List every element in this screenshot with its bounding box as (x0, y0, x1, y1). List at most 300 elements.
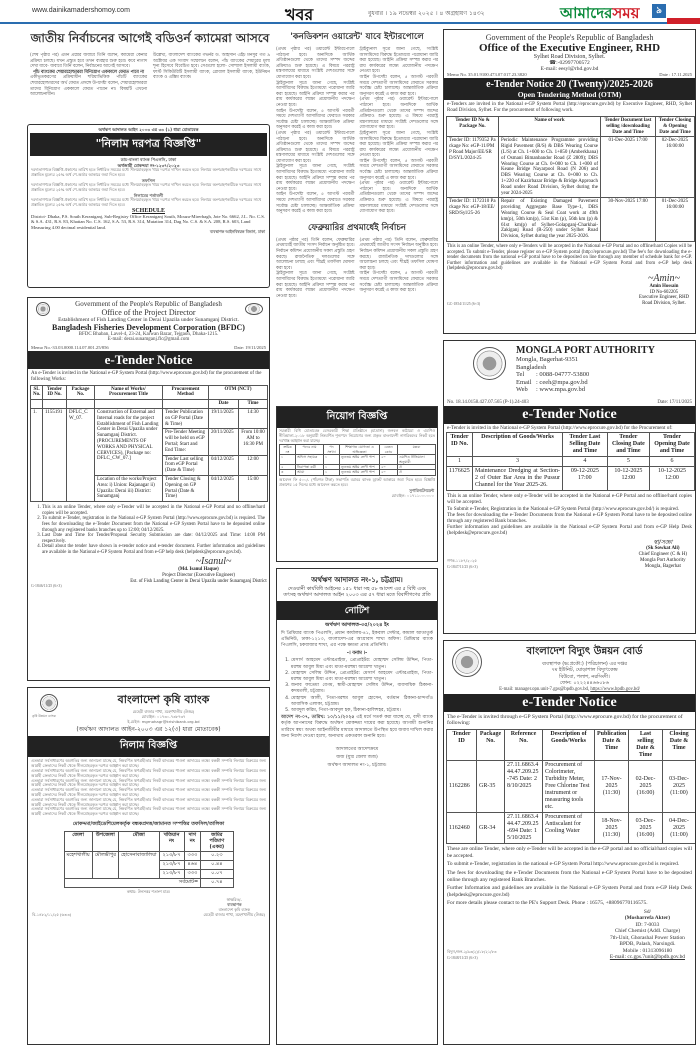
article-text: আইন উপদেষ্টা বলেন, ৫ আগস্ট পরবর্তী সময়ে দেশত্যাগী আসামিদের ফেরাতে সরকার সর্বোচ্চ চেষ্টা চালাচ্ছে। আন্তর্জাতিক প্রক্রিয়া অনুসরণ করেই এ কাজ করা হবে। (359, 74, 438, 97)
cell-date: 04/12/2025 (209, 455, 239, 475)
case-number: অর্থজারী মোকদ্দমা নং-১২৩৭/২০২৩ (117, 162, 180, 168)
note-item: 3. Last Date and Time for Tender/Proposal Security Submission are date: 04/12/2025 and Time: 14:00 PM respectively. (42, 533, 265, 544)
email-label: Email (516, 378, 532, 386)
address: BFDC Bhaban, Lavel-4, 23-24, Karwan Bazar, Tejgaon, Dhaka-1215. (78, 332, 219, 337)
bank-name: ডাচ-বাংলা ব্যাংক পিএলসি, ঢাকা (120, 157, 177, 163)
signer-phone: মোবাইল: ০১৭১১০০০০০০ (391, 493, 434, 499)
footer-text: These are online Tender, where only e-Tender will be accepted in the e-GP portal and no official/hard copies will be accepted. (447, 846, 692, 859)
notice-title: e-Tender Notice 20 (Twenty)/2025-2026 (486, 79, 653, 90)
cell: ন্যূনতম অষ্টম শ্রেণী পাশ (340, 470, 380, 475)
footer-text: To submit e-Tender, registration in the national e-GP System Portal http://www.eprocure.gov.bd is required. (447, 861, 680, 868)
website-url[interactable]: www.dainikamadershomoy.com (32, 7, 130, 14)
signer-title: Chief Engineer (C & H) (638, 551, 687, 557)
ad-code: G-1848/11/25 (6×3) (447, 955, 478, 960)
signature-image: ~Amin~ (648, 272, 680, 284)
article-text: আইন উপদেষ্টা বলেন, ৫ আগস্ট পরবর্তী সময়ে দেশত্যাগী আসামিদের ফেরাতে সরকার সর্বোচ্চ চেষ্টা চালাচ্ছে। আন্তর্জাতিক প্রক্রিয়া অনুসরণ করেই এ কাজ করা হবে। (276, 108, 355, 131)
phone: ☎:-02997700572 (549, 60, 590, 66)
cell-event: Tender Publication on GP Portal (Date & Time) (163, 408, 209, 428)
table-row (280, 455, 436, 465)
cell: ২০ (380, 465, 398, 470)
org-name: MONGLA PORT AUTHORITY (516, 345, 655, 356)
signer-unit: 7th-Unit, Ghorashal Power Station (609, 934, 685, 941)
col-number: 3 (473, 457, 563, 467)
intro-text: An e-Tender is invited in the National e-GP System Portal (http://www.eprocure.gov.bd) for the procurement of the following Works: (31, 371, 262, 382)
cell: ৩৩৩ (184, 869, 201, 878)
cell: অফিস সহায়ক (296, 455, 324, 465)
cell-mouza: হোসেনাবাজালিয়া (118, 852, 159, 878)
signer-title: Chief Chemist (Addl. Charge) (614, 928, 681, 935)
bpdb-tender-notice (443, 640, 696, 1045)
col-header: Tender Opening Date and Time (650, 433, 695, 457)
plaintiff: দি প্রিমিয়ার ব্যাংক পিএলসি, প্রধান কার্যালয়-৪১, ইকবাল সেন্টার, কামাল আতাতুর্ক এভিনিউ, ঢাকা-১২১৩, বাংলাদেশ-এর আগ্রাবাদ শাখা অফিস: প্রিমিয়ার ব্যাংক পিএলসি, চকবাজার শাখা, এর পক্ষে ক্ষমতা প্রাপ্ত প্রতিনিধি। (281, 630, 433, 649)
cell-description: Procurement of Colorimeter, Turbidity Meter, Free Chlorine Test instrument or measuring tools etc. (543, 761, 595, 813)
signer-name: Amin Hossain (649, 283, 679, 289)
footer-text: To Submit e-Tender, Registration in the National e-GP System Portal (http://www.eprocure.gov.bd/) is required. (447, 505, 680, 512)
cell-event: Tender Closing & Opening on GP Portal (Date & Time) (163, 475, 209, 501)
cell: ১ (324, 465, 340, 470)
cell-publication: 18-Nov-2025 (11:30) (595, 813, 629, 844)
cell-upazila: মৌলভীপুর (92, 852, 118, 878)
cell-close-date: 02-Dec-2025 16:00:00 (655, 137, 694, 198)
logo-caption: কৃষি উন্নয়ন ব্যাংক (32, 714, 56, 718)
cell-time: From 10:00 AM to 16:30 PM (239, 429, 268, 455)
signer-division: Road Division, Sylhet. (642, 300, 686, 306)
signer-location: Mongla, Bagerhat (644, 563, 681, 569)
section-title: খবর (285, 5, 314, 24)
amount-words: কথায়: উনসত্তর শতাংশ মাত্র। (126, 888, 171, 894)
col-number: 5 (607, 457, 649, 467)
signer-mobile: Mobile : 01313096180 (622, 947, 673, 954)
cell: ৪৬৪ (184, 861, 201, 870)
col-header: দাগ নং (184, 831, 201, 851)
table-row (447, 198, 695, 242)
signer: সুপারিনটেনডেন্ট (409, 488, 434, 494)
cell-work: Repair of Existing Damaged Pavement providing Aggregate Base Type-1, DBS Wearing Course & Seal Coat work at 49th km(p), 50th km(p), 51st Km (p), 56th km (p) & 61st km(p) of Sylhet-Golapganj-Charkhai-Zakiganj Road (R-250) under Sylhet Road Division, Sylhet during the year 2025-2026. (499, 198, 601, 242)
tel-label: Tel (516, 371, 525, 378)
defendants-list (277, 658, 437, 714)
division: Sylhet Road Division, Sylhet. (533, 54, 606, 60)
col-header: Name of work (499, 117, 601, 137)
signer: আদালতের আদেশক্রমে (335, 747, 379, 753)
rhd-tender-notice (443, 29, 696, 334)
notice-date: Date: 17/11/2025 (657, 400, 692, 405)
article-text: (প্রথম পৃষ্ঠার পর) তিনি বলেন, ফেব্রুয়ারির প্রথমার্ধেই জাতীয় সংসদ নির্বাচন অনুষ্ঠিত হবে। নির্বাচন কমিশন প্রয়োজনীয় সকল প্রস্তুতি গ্রহণ করছে। রাজনৈতিক দলগুলোর সঙ্গে আলোচনা চলছে এবং শীঘ্রই তফসিল ঘোষণা করা হবে। (276, 237, 355, 271)
mongla-port-logo-icon (473, 347, 506, 380)
col-header: Tender ID (447, 730, 477, 761)
signature-image: ~Isanul~ (195, 556, 232, 568)
body-para: এতদ্বারা সর্বসাধারণের অবগতির জন্য জানানো যাচ্ছে যে, নিম্নবর্ণিত ঋণগ্রহীতার নিকট ব্যাংকের পাওনা আদায়ের লক্ষ্যে বন্ধকী সম্পত্তি নিলামে বিক্রয়ের জন্য আগ্রহী ক্রেতাদের নিকট থেকে সীলমোহরকৃত দরপত্র আহ্বান করা যাচ্ছে। (31, 796, 266, 807)
org-name: বাংলাদেশ বিদ্যুৎ উন্নয়ন বোর্ড (526, 646, 643, 657)
table-row (447, 761, 696, 813)
email: E-mail: derai.sunamganj.flc@gmail.com (107, 337, 190, 342)
cell: ঐ (398, 470, 436, 475)
table-row (31, 408, 268, 428)
col-number: 1 (447, 457, 473, 467)
notes-list (28, 502, 269, 555)
notice-title: নোটিশ (277, 601, 437, 620)
col-header: Name of Works/ Procurement Title (95, 385, 163, 400)
body-para: এতদ্বারা সর্বসাধারণের অবগতির জন্য জানানো যাচ্ছে যে, নিম্নবর্ণিত ঋণগ্রহীতার নিকট ব্যাংকের পাওনা আদায়ের লক্ষ্যে বন্ধকী সম্পত্তি নিলামে বিক্রয়ের জন্য আগ্রহী ক্রেতাদের নিকট থেকে সীলমোহরকৃত দরপত্র আহ্বান করা যাচ্ছে। (31, 758, 266, 769)
cell-location: Location of the works/Project Area: i) Union: Rajanagar ii) Upazila: Derai iii) District: Sunamganj (95, 475, 163, 501)
col-header: Tender Closing Date and Time (607, 433, 649, 457)
tel: : 0088-04777-53800 (536, 371, 590, 378)
notice-date: Date: 19/11/2025 (234, 345, 266, 350)
col-header: Closing Date & Time (663, 730, 696, 761)
defendant-item: 1. মেসার্স আহমেদ এন্টারপ্রাইজ, প্রোপ্রাইটর: মোহাম্মদ সেলিম উদ্দিন, পিতা-মরহুম আবুল মিয়া এবং মাতা-মরহুমা আয়েশা খাতুন। (291, 658, 433, 670)
cell-last-selling: 02-Dec-2025 (16:00) (629, 761, 663, 813)
article-text: আইন উপদেষ্টা বলেন, ৫ আগস্ট পরবর্তী সময়ে দেশত্যাগী আসামিদের ফেরাতে সরকার সর্বোচ্চ চেষ্টা চালাচ্ছে। আন্তর্জাতিক প্রক্রিয়া অনুসরণ করেই এ কাজ করা হবে। (359, 158, 438, 181)
branch: মেহেরী বাজার শাখা, মহেশখালীয় (উত্তর) (132, 709, 195, 714)
cell-time: 12:00 (239, 455, 268, 475)
logo-text-a: আমাদের (560, 4, 613, 22)
headline: জাতীয় নির্বাচনের আগেই বডিওর্ন ক্যামেরা আসবে (30, 31, 270, 45)
cell: নিরাপত্তা কর্মী (296, 465, 324, 470)
col-number: 6 (650, 457, 695, 467)
cell-time: 14:30 (239, 408, 268, 428)
cell-sl: 1. (31, 408, 43, 501)
email: : ceeh@mpa.gov.bd (536, 378, 588, 386)
headline: ফেব্রুয়ারির প্রথমার্ধেই নির্বাচন (308, 222, 406, 233)
ad-code: বি-১৪৮২/১১/২৫ (৬×৩) (32, 911, 72, 917)
schedule-text: District- Dhaka, P.S. South Keraniganj, Sub-Registry Office Keraniganj South, Mouza-Mirerbagh, Jote No. 6662, J.L. No. C.S. & S.A. 431, R.S. 83, Khatian No. C.S. 162, S.A. 53, R.S. 314, Mutation 314, Dag No. C.S. & S.A. 208, R.S. 603, Land Measuring 4.00 decimal residential land. (31, 213, 265, 230)
cell-event: Tender Last selling from eGP Portal (Date & Time) (163, 455, 209, 475)
col-header: Tender ID No. (43, 385, 67, 400)
address-1: Mongla, Bagerhat-9351 (516, 356, 579, 363)
auction-notice-dbbl (27, 124, 270, 288)
news-article-bodycam (30, 30, 270, 122)
ad-code: GC-1854/11/25 (6×3) (447, 302, 481, 307)
cell-tender-id: Tender ID: 1179352 Package No: eGP-11/PMP Road Major/EE/SRD/SYL/2024-25 (447, 137, 499, 198)
col-header: Last selling Date & Time (629, 730, 663, 761)
article-text: আইন উপদেষ্টা বলেন, ৫ আগস্ট পরবর্তী সময়ে দেশত্যাগী আসামিদের ফেরাতে সরকার সর্বোচ্চ চেষ্টা চালাচ্ছে। আন্তর্জাতিক প্রক্রিয়া অনুসরণ করেই এ কাজ করা হবে। (359, 271, 438, 294)
defendant-item: 3. জনাব ফাতেমা বেগম, স্বামী-মোহাম্মদ সেলিম উদ্দিন, ব্যবসায়িক ঠিকানা-কদমতলী, চট্টগ্রাম। (291, 683, 433, 695)
cell-description: Maintenance Dredging at Section-2 of Outer Bar Area in the Pussur Channel for the Year 2025-26. (473, 467, 563, 491)
col-header: Tender Document last selling /downloading Date and Time (601, 117, 656, 137)
signer-id: ID No-602205 (649, 289, 679, 295)
office-name: Office of the Executive Engineer, RHD (478, 42, 661, 54)
terms-label: নিলামের শর্তাবলী (133, 192, 164, 198)
bpdb-logo-icon (452, 647, 482, 677)
body-para: এতদ্বারা সর্বসাধারণের অবগতির জন্য জানানো যাচ্ছে যে, নিম্নবর্ণিত ঋণগ্রহীতার নিকট ব্যাংকের পাওনা আদায়ের লক্ষ্যে বন্ধকী সম্পত্তি নিলামে বিক্রয়ের জন্য আগ্রহী ক্রেতাদের নিকট থেকে সীলমোহরকৃত দরপত্র আহ্বান করা যাচ্ছে। (31, 767, 266, 778)
body-para: এতদ্বারা সর্বসাধারণের অবগতির জন্য জানানো যাচ্ছে যে, নিম্নবর্ণিত ঋণগ্রহীতার নিকট ব্যাংকের পাওনা আদায়ের লক্ষ্যে বন্ধকী সম্পত্তি নিলামে বিক্রয়ের জন্য আগ্রহী ক্রেতাদের নিকট থেকে সীলমোহরকৃত দরপত্র আহ্বান করা যাচ্ছে। (31, 787, 266, 797)
order-number: আদেশ নং-০৭, তারিখ: ১০/১১/২০২৫ (281, 715, 355, 721)
cell: ২ (280, 465, 296, 470)
sign-line: বাংলাদেশ কৃষি ব্যাংক (218, 906, 250, 912)
header-accent-bar (667, 18, 700, 24)
cell-open-date: 10-12-2025 12:00 (650, 467, 695, 491)
notice-title: নিয়োগ বিজ্ঞপ্তি (277, 407, 437, 428)
cell: ন্যূনতম অষ্টম শ্রেণী পাশ (340, 455, 380, 465)
cell-sell-date: 01-Dec-2025 17:00 (601, 137, 656, 198)
cell: ১ (324, 470, 340, 475)
notice-title: e-Tender Notice (28, 351, 269, 369)
krishi-bank-auction-notice (27, 687, 270, 1045)
cell: ০.২৩ (201, 852, 233, 861)
col-header: Publication Date & Time (595, 730, 629, 761)
article-text: উল্লেখ্য, বাংলাদেশ ব্যাংকের গভর্নর ড. আহসান এইচ মনসুর গত ৯ অক্টোবর এক সংবাদ সম্মেলনে বলেন, পাঁচ ব্যাংকের শেয়ারের মূল্য শূন্য হিসেবে বিবেচিত হবে। সেগুলো হলো- সোশ্যাল ইসলামী ব্যাংক, ফার্স্ট সিকিউরিটি ইসলামী ব্যাংক, গ্লোবাল ইসলামী ব্যাংক, ইউনিয়ন ব্যাংক ও এক্সিম ব্যাংক। (153, 53, 270, 81)
terms-body: দরদাতাগণকে বিজ্ঞপ্তি প্রকাশের তারিখ হতে নির্ধারিত সময়ের মধ্যে সীলমোহরকৃত খামে দরপত্র দাখিল করতে হবে। নিলামে অংশগ্রহণকারীকে দরপত্রের সাথে প্রস্তাবিত মূল্যের ২৫% অর্থ পে-অর্ডার আকারে জমা দিতে হবে। (31, 197, 262, 208)
col-header: Tender Last Selling Date and Time (563, 433, 608, 457)
cell-tender-id: Tender ID: 1172310 Package No: eGP-18/EE/SRD/Syl/25-26 (447, 198, 499, 242)
notice-body: দরদাতাগণকে বিজ্ঞপ্তি প্রকাশের তারিখ হতে নির্ধারিত সময়ের মধ্যে সীলমোহরকৃত খামে দরপত্র দাখিল করতে হবে। নিলামে অংশগ্রহণকারীকে দরপত্রের সাথে প্রস্তাবিত মূল্যের ২৫% অর্থ পে-অর্ডার আকারে জমা দিতে হবে। (31, 167, 262, 178)
page-number: ৯ (652, 4, 666, 18)
cell: ঐ (398, 465, 436, 470)
cell-date: 19/11/2025 (209, 408, 239, 428)
notice-date: Date : 17.11.2025 (659, 72, 692, 77)
table-title: মোকদ্দমা/জাইডেশিয়েলকর্তৃক বন্ধকপ্রদত্ত/জামানত সম্পত্তির তফসিল/তালিকা (72, 820, 225, 827)
body-para: এতদ্বারা সর্বসাধারণের অবগতির জন্য জানানো যাচ্ছে যে, নিম্নবর্ণিত ঋণগ্রহীতার নিকট ব্যাংকের পাওনা আদায়ের লক্ষ্যে বন্ধকী সম্পত্তি নিলামে বিক্রয়ের জন্য আগ্রহী ক্রেতাদের নিকট থেকে সীলমোহরকৃত দরপত্র আহ্বান করা যাচ্ছে। (31, 806, 266, 817)
cell: ০.০৭ (201, 869, 233, 878)
col-header: SL No. (31, 385, 43, 400)
col-header: জেলা (64, 831, 92, 851)
logo-text-b: সময় (612, 4, 640, 22)
col-header: Package No. (477, 730, 505, 761)
court-title: অর্থঋণ আদালত নং-১, চট্টগ্রাম। (311, 576, 403, 584)
org-name: Bangladesh Fisheries Development Corporation (BFDC) (52, 323, 245, 332)
col-header: Description of Goods/Works (473, 433, 563, 457)
issue-date: বুধবার । ১৯ নভেম্বর ২০২৫ । ৪ অগ্রহায়ণ ১৪৩২ (368, 10, 485, 17)
cell-date: 20/11/2025 (209, 429, 239, 455)
law-reference: (অর্থঋণ আদালত আইন-২০০৩ এর ১২(৩) ধারা মোতাবেক) (76, 726, 221, 734)
cell-tender-id: 1162286 (447, 761, 477, 813)
table-row (447, 813, 696, 844)
footer-text: আবেদন ফি ৫০০/- (পাঁচশত টাকা) সভাপতি বরাবর ব্যাংক ড্রাফট আকারে জমা দিতে হবে। বিজ্ঞপ্তি প্রকাশের ১৫ দিনের মধ্যে আবেদন করতে হবে। (279, 476, 435, 487)
col-number: 4 (563, 457, 608, 467)
newspaper-logo (560, 2, 639, 27)
footer-text: This is an online Tender, where only e-Tender will be accepted in the National e-GP Portal and no offline/hard copies will be accepted. (447, 493, 692, 506)
office-line: Office of the Project Director (101, 308, 196, 317)
cell: ১ (324, 455, 340, 465)
col-header: Package No. (67, 385, 95, 400)
subheadline: পাঁচ ব্যাংকের শেয়ারহোল্ডাররা বিনিয়োগ এককালে ফেরত পাবে না (32, 69, 145, 75)
table-total-row (64, 878, 233, 887)
col-header: মন্তব্য (398, 445, 436, 455)
cell: ২১৩/৮৭ (159, 861, 184, 870)
footer-text: For more details please contact to the PE's Support Desk. Phone : 16575, +88096770116575. (447, 900, 648, 907)
cell: ২০ (380, 455, 398, 465)
web-label: Web (516, 386, 528, 393)
note-item: 4. Detail about the tender have shown in e-tender notice and e-tender document. Further information and guidelines are available in the National e-GP System Portal and from e-GP help desk (helpdesk@eprocure.gov.bd). (42, 544, 265, 555)
table-row (280, 470, 436, 475)
footer-text: The fees for downloading the e-Tender Documents from the National e-GP System Portal have to be deposited online through any registered Bank Branches. (447, 870, 692, 883)
article-text: ট্রাইব্যুনাল সূত্রে জানা গেছে, সংশ্লিষ্ট আসামিদের বিরুদ্ধে ইতোমধ্যে পরোয়ানা জারি করা হয়েছে। আইনি প্রক্রিয়া সম্পন্ন করার পর রায় কার্যকরের লক্ষ্যে প্রয়োজনীয় পদক্ষেপ নেওয়া হবে। (359, 130, 438, 159)
govt-line: Government of the People's Republic of Bangladesh (485, 33, 654, 42)
cell: ১ (280, 455, 296, 465)
cell-tender-id: 1162460 (447, 813, 477, 844)
notice-title: "নিলাম দরপত্র বিজ্ঞপ্তি" (30, 133, 267, 156)
cell: এমপিও নীতিমালা অনুযায়ী (398, 455, 436, 465)
notice-title: e-Tender Notice (444, 694, 695, 712)
cell-sell-date: 09-12-2025 17:00 (563, 467, 608, 491)
schedule-label: তফসিল (141, 177, 156, 183)
article-text: (প্রথম পৃষ্ঠার পর) ওয়ারেন্ট ইন্টারপোলে পাঠানো হবে। অন্যদিকে আর্থিক প্রতিষ্ঠানগুলো থেকে তাদের সম্পদ জব্দের প্রক্রিয়াও শুরু হয়েছে। এ বিষয়ে পররাষ্ট্র মন্ত্রণালয়ের মাধ্যমে সংশ্লিষ্ট দেশগুলোর সঙ্গে যোগাযোগ করা হবে। (276, 130, 355, 164)
bfdc-tender-notice (27, 297, 270, 681)
signer-org: Est. of Fish Landing Center in Derai Upazila under Sunamganj District (130, 578, 267, 584)
col-header: ক্রমিক নং (280, 445, 296, 455)
tender-table (446, 432, 695, 491)
versus: -। বনাম ।- (346, 651, 368, 657)
signature-mark: Sd/ (643, 908, 652, 915)
cell: ৩৩৩ (184, 852, 201, 861)
article-text: আইন উপদেষ্টা বলেন, ৫ আগস্ট পরবর্তী সময়ে দেশত্যাগী আসামিদের ফেরাতে সরকার সর্বোচ্চ চেষ্টা চালাচ্ছে। আন্তর্জাতিক প্রক্রিয়া অনুসরণ করেই এ কাজ করা হবে। (276, 192, 355, 215)
cell-sell-date: 30-Nov-2025 17:00 (601, 198, 656, 242)
article-text: (প্রথম পৃষ্ঠার পর) ওয়ারেন্ট ইন্টারপোলে পাঠানো হবে। অন্যদিকে আর্থিক প্রতিষ্ঠানগুলো থেকে তাদের সম্পদ জব্দের প্রক্রিয়াও শুরু হয়েছে। এ বিষয়ে পররাষ্ট্র মন্ত্রণালয়ের মাধ্যমে সংশ্লিষ্ট দেশগুলোর সঙ্গে যোগাযোগ করা হবে। (359, 181, 438, 215)
ad-code: G-1847/11/25 (6×3) (447, 564, 478, 569)
col-header: Tender Closing & Opening Date and Time (655, 117, 694, 137)
ad-code: G-1846/11/25 (6×3) (31, 584, 62, 589)
cell: ২০ (380, 470, 398, 475)
col-header: জমির পরিমাণ (একর) (201, 831, 233, 851)
signer-email[interactable]: E-mail: cc.gps.7unit@bpdb.gov.bd (609, 954, 685, 961)
web: : www.mpa.gov.bd (536, 386, 585, 393)
tender-table (30, 385, 268, 503)
cell-work: Construction of External and Internal roads for the project Establishment of Fish Landing Center in Derai Upazila under Sunamganj District. (PROCUREMENTS OF WORKS AND PHYSICAL CERVICES), [Package no: DFLC_CW_07.] (95, 408, 163, 475)
signer-id: ID: 7-0033 (635, 921, 660, 928)
cell-publication: 17-Nov-2025 (11:30) (595, 761, 629, 813)
intro-text: সরকারী বিধি মোতাবেক বেসরকারী শিক্ষা প্রতিষ্ঠানে (মাদ্রাসা) জনবল কাঠামো ও এমপিও নীতিমালা-২০১৮ অনুযায়ী নিম্নবর্ণিত শূন্যপদে নিয়োগের জন্য প্রকৃত বাংলাদেশী নাগরিকদের নিকট হতে দরখাস্ত আহ্বান করা যাচ্ছে। (279, 428, 435, 443)
sign-line: স্বাক্ষরিত/- (226, 897, 242, 903)
court-notice (276, 568, 438, 1045)
notice-title: নিলাম বিজ্ঞপ্তি (28, 736, 269, 757)
col-header: Reference No. (505, 730, 543, 761)
signer-name: (Mosharrefa Akter) (624, 915, 671, 922)
table-row (447, 137, 695, 198)
article-text: ট্রাইব্যুনাল সূত্রে জানা গেছে, সংশ্লিষ্ট আসামিদের বিরুদ্ধে ইতোমধ্যে পরোয়ানা জারি করা হয়েছে। আইনি প্রক্রিয়া সম্পন্ন করার পর রায় কার্যকরের লক্ষ্যে প্রয়োজনীয় পদক্ষেপ নেওয়া হবে। (276, 164, 355, 192)
cell-date: 04/12/2025 (209, 475, 239, 501)
col-header: Tender ID No & Package No. (447, 117, 499, 137)
signer-name: (Sk Sowkat Ali) (646, 545, 680, 551)
tender-table (446, 116, 695, 242)
cell-close-date: 10-12-2025 12:00 (607, 467, 649, 491)
notice-body (28, 757, 269, 819)
col-header: OTM (NCT) (209, 385, 268, 400)
cell-time: 15:00 (239, 475, 268, 501)
memo-number: বিদ্যুৎ/জন-২/৯৩(২)/১৮/২১/৮৩ (447, 948, 497, 954)
email: E-mail: eesyl@rhd.gov.bd (540, 66, 599, 72)
total-value: ০.৭৪ (201, 878, 233, 887)
col-header: Procurement Method (163, 385, 209, 400)
vacancy-table (279, 444, 436, 475)
article-text: ট্রাইব্যুনাল সূত্রে জানা গেছে, সংশ্লিষ্ট আসামিদের বিরুদ্ধে ইতোমধ্যে পরোয়ানা জারি করা হয়েছে। আইনি প্রক্রিয়া সম্পন্ন করার পর রায় কার্যকরের লক্ষ্যে প্রয়োজনীয় পদক্ষেপ নেওয়া হবে। (359, 47, 438, 75)
col-header: মৌজা (118, 831, 159, 851)
court-name: অর্থঋণ আদালত নং-১, চট্টগ্রাম। (327, 763, 387, 769)
memo-number: Memo No.-33.03.0000.114.07.001.25/856 (31, 345, 109, 350)
cell-closing: 04-Dec-2025 (11:00) (663, 813, 696, 844)
total-label: সর্বমোট= (64, 878, 201, 887)
news-article-interpol (276, 30, 438, 400)
col-header: পদের নাম (296, 445, 324, 455)
col-header: Time (239, 400, 268, 409)
col-header: Description of Goods/Works (543, 730, 595, 761)
col-header: শিক্ষাগত যোগ্যতা ও অভিজ্ঞতা (340, 445, 380, 455)
cell-package: GR-35 (477, 761, 505, 813)
defendant-item: 5. আবদুল করিম, পিতা-আবদুল হক, ঠিকানা-হালিশহর, চট্টগ্রাম। (291, 708, 433, 714)
notice-body: দরদাতাগণকে বিজ্ঞপ্তি প্রকাশের তারিখ হতে নির্ধারিত সময়ের মধ্যে সীলমোহরকৃত খামে দরপত্র দাখিল করতে হবে। নিলামে অংশগ্রহণকারীকে দরপত্রের সাথে প্রস্তাবিত মূল্যের ২৫% অর্থ পে-অর্ডার আকারে জমা দিতে হবে। (31, 182, 262, 193)
tender-table (446, 729, 696, 844)
cell-package: DFLC_CW_07. (67, 408, 95, 501)
sign-line: ব্যবস্থাপক (227, 902, 242, 908)
cell: ন্যূনতম অষ্টম শ্রেণী পাশ (340, 465, 380, 470)
col-header: Tender ID No. (447, 433, 473, 457)
property-table (64, 831, 234, 888)
court-subtitle: দেওয়ানী কার্যবিধি আইনের ১৫১ ধারা সহ ৫৮ আদেশ এর ৫ বিধি এবং তৎসহ অর্থঋণ আদালত আইন ২০০৩ এর ৫৭ ধারা মতে বিবাদীগণের প্রতি (283, 586, 431, 599)
cell-last-selling: 03-Dec-2025 (16:00) (629, 813, 663, 844)
email: E-mail: manager.opn.unit-7.gps@bpdb.gov.bd, (499, 686, 590, 692)
signer-org: Mongla Port Authority (640, 557, 686, 563)
job-notice (276, 406, 438, 562)
cell: ২১৩/৮৭ (159, 869, 184, 878)
address-line: ব্যবস্থাপক (ভ:প্রকৌ:) (পরিচালন) এর দপ্তর (541, 661, 628, 667)
bfdc-logo-icon (245, 303, 263, 315)
cell-closing: 03-Dec-2025 (11:00) (663, 761, 696, 813)
defendant-item: 2. মোহাম্মদ সেলিম উদ্দিন, প্রোপ্রাইটর: মেসার্স আহমেদ এন্টারপ্রাইজ, পিতা-মরহুম আবুল মিয়া এবং মাতা-মরহুমা আয়েশা খাতুন। (291, 671, 433, 683)
memo-number: Memo No. 35.01.9100.473.07.017.23.3820 (447, 72, 527, 77)
cell-event: Pre-Tender Meeting will be held on eGP Portal; Start and End Time: (163, 429, 209, 455)
article-text: (প্রথম পৃষ্ঠার পর) ওয়ারেন্ট ইন্টারপোলে পাঠানো হবে। অন্যদিকে আর্থিক প্রতিষ্ঠানগুলো থেকে তাদের সম্পদ জব্দের প্রক্রিয়াও শুরু হয়েছে। এ বিষয়ে পররাষ্ট্র মন্ত্রণালয়ের মাধ্যমে সংশ্লিষ্ট দেশগুলোর সঙ্গে যোগাযোগ করা হবে। (359, 97, 438, 131)
col-header: খতিয়ান নং (159, 831, 184, 851)
website-link[interactable]: https://www.bpdb.gov.bd/ (590, 686, 640, 692)
order-body: এই মর্মে সতর্ক করা যাচ্ছে যে, বাদী ব্যাংক কর্তৃক আপনাদের বিরুদ্ধে অর্থঋণ মোকদ্দমা দায়ের করা হয়েছে। আগামী শুনানির তারিখে স্বয়ং অথবা আইনজীবীর মাধ্যমে আদালতে উপস্থিত হয়ে জবাব দাখিল করার জন্য নির্দেশ দেওয়া হলো, অন্যথায় একতরফা শুনানি হবে। (281, 715, 433, 739)
col-header: পদ সংখ্যা (324, 445, 340, 455)
page-header (0, 0, 700, 24)
phone: ফোন: ০২২২৪৪৬৬০৮৬ (559, 680, 610, 687)
col-header: বেতন কোড (380, 445, 398, 455)
cell-close-date: 01-Dec-2025 16:00:00 (655, 198, 694, 242)
defendant-item: 4. মোহাম্মদ আলী, পিতা-মরহুম আবুল হোসেন, বর্তমান ঠিকানা-চান্দগাঁও আবাসিক এলাকা, চট্টগ্রাম। (291, 696, 433, 708)
case-number: অর্থঋণ আদালত-৩৫/২০২৪ ইং (325, 621, 389, 628)
signer-location: BPDB, Palash, Narsingdi. (619, 941, 676, 948)
address-line: বিউবো, পলাশ, নরসিংদী। (559, 673, 610, 680)
intro-text: The e-Tender is invited through e-GP System Portal (http://www.eprocure.gov.bd) for the procurement of following: (447, 713, 683, 727)
bank-name: বাংলাদেশ কৃষি ব্যাংক (117, 693, 210, 706)
table-row (447, 467, 695, 491)
footer-text: The fees for downloading the e-Tender Documents from the National e-GP System Portal have to be deposited online through any registered Bank branches. (447, 511, 692, 525)
intro-text: e-Tenders are invited in the National e-GP System Portal (http://eprocure.gov.bd) by Executive Engineer, RHD, Sylhet Road Division, Sylhet. For the procurement of following work. (447, 102, 692, 113)
phone: মোবাইল: ০১৭৩০-৭৩৮৭৩৭ (141, 713, 186, 719)
email: ই-মেইল: mgrnohagr@krishibank.org.bd (127, 718, 200, 724)
project-line: Establishment of Fish Landing Center in Derai Upazila under Sunamganj District. (58, 317, 239, 323)
cell-description: Procurement of Antiscalant for Cooling Water (543, 813, 595, 844)
article-text: ট্রাইব্যুনাল সূত্রে জানা গেছে, সংশ্লিষ্ট আসামিদের বিরুদ্ধে ইতোমধ্যে পরোয়ানা জারি করা হয়েছে। আইনি প্রক্রিয়া সম্পন্ন করার পর রায় কার্যকরের লক্ষ্যে প্রয়োজনীয় পদক্ষেপ নেওয়া হবে। (276, 80, 355, 108)
reference-code: গণক-১১৮৭/২০২৫ (447, 557, 477, 563)
signer-title: Executive Engineer, RHD (638, 295, 689, 301)
article-text: (শেষ পৃষ্ঠার পর) এমন প্রশ্নের জবাবে তিনি বলেন, ক্যামেরা কেনার প্রক্রিয়া চলছে। যখন প্রস্তুত হবে তখন ব্যবহার শুরু হবে। কবে নাগাদ দেখা যাবে- জবাবে তিনি বলেন, নির্বাচনের আগেই আসবে। (30, 53, 147, 70)
cell: আয়া (296, 470, 324, 475)
cell: ০.৪৪ (201, 861, 233, 870)
cell-tender-id: 1176625 (447, 467, 473, 491)
law-reference: অর্থঋণ আদালত আইন ২০০৩ এর ৩৩ (১) ধারা মোতাবেক (98, 127, 199, 132)
article-text: (প্রথম পৃষ্ঠার পর) ওয়ারেন্ট ইন্টারপোলে পাঠানো হবে। অন্যদিকে আর্থিক প্রতিষ্ঠানগুলো থেকে তাদের সম্পদ জব্দের প্রক্রিয়াও শুরু হয়েছে। এ বিষয়ে পররাষ্ট্র মন্ত্রণালয়ের মাধ্যমে সংশ্লিষ্ট দেশগুলোর সঙ্গে যোগাযোগ করা হবে। (276, 47, 355, 80)
cell-package: GR-34 (477, 813, 505, 844)
footer-text: Further Information and guidelines are available in the National e-GP System Portal and from e-GP Help Desk (helpdesk@eprocure.gov.bd) (447, 885, 692, 898)
article-text: (প্রথম পৃষ্ঠার পর) তিনি বলেন, ফেব্রুয়ারির প্রথমার্ধেই জাতীয় সংসদ নির্বাচন অনুষ্ঠিত হবে। নির্বাচন কমিশন প্রয়োজনীয় সকল প্রস্তুতি গ্রহণ করছে। রাজনৈতিক দলগুলোর সঙ্গে আলোচনা চলছে এবং শীঘ্রই তফসিল ঘোষণা করা হবে। (359, 237, 438, 271)
govt-seal-icon (36, 302, 50, 316)
headline: 'কনডিকশন ওয়ারেন্ট' যাবে ইন্টারপোলে (290, 32, 424, 42)
cell-reference: 27.11.6863.444.47.209.25-694 Date: 15/10/2025 (505, 813, 543, 844)
notice-title: e-Tender Notice (444, 406, 695, 424)
govt-line: Government of the People's Republic of Bangladesh (75, 300, 222, 308)
notice-subtitle: Open Tendering Method (OTM) (517, 90, 622, 99)
article-text: ট্রাইব্যুনাল সূত্রে জানা গেছে, সংশ্লিষ্ট আসামিদের বিরুদ্ধে ইতোমধ্যে পরোয়ানা জারি করা হয়েছে। আইনি প্রক্রিয়া সম্পন্ন করার পর রায় কার্যকরের লক্ষ্যে প্রয়োজনীয় পদক্ষেপ নেওয়া হবে। (276, 271, 355, 299)
judge: জজ (যুগ্ম জেলা জজ) (336, 755, 378, 761)
address-2: Bangladesh (516, 363, 547, 371)
address-line: ৭ম ইউনিট, ঘোড়াশাল বিদ্যুৎকেন্দ্র (551, 667, 618, 674)
note-item: 1. This is an online Tender, where only e-Tender will be accepted in the National e-GP Portal and no offline/hard copies will be accepted. (42, 505, 265, 516)
intro-text: e-Tender is invited in the National e-GP System Portal (http://www.eprocure.gov.bd) for the Procurement of: (447, 425, 673, 431)
note-item: 2. To submit e-Tender, registration in the National e-GP System Portal (http://www.eprocure.gov.bd) is required. The fees for downloading the e-Tender Document from the National e-GP System Portal have to be deposited online through any registered banks branches up to 12:00; 04/12/2025. (42, 516, 265, 533)
schedule-heading: SCHEDULE (131, 207, 165, 214)
footer-text: Further information and guidelines are available in the National e-GP System Portal and from e-GP Help Desk (helpdesk@eprocure.gov.bd) (447, 524, 692, 537)
